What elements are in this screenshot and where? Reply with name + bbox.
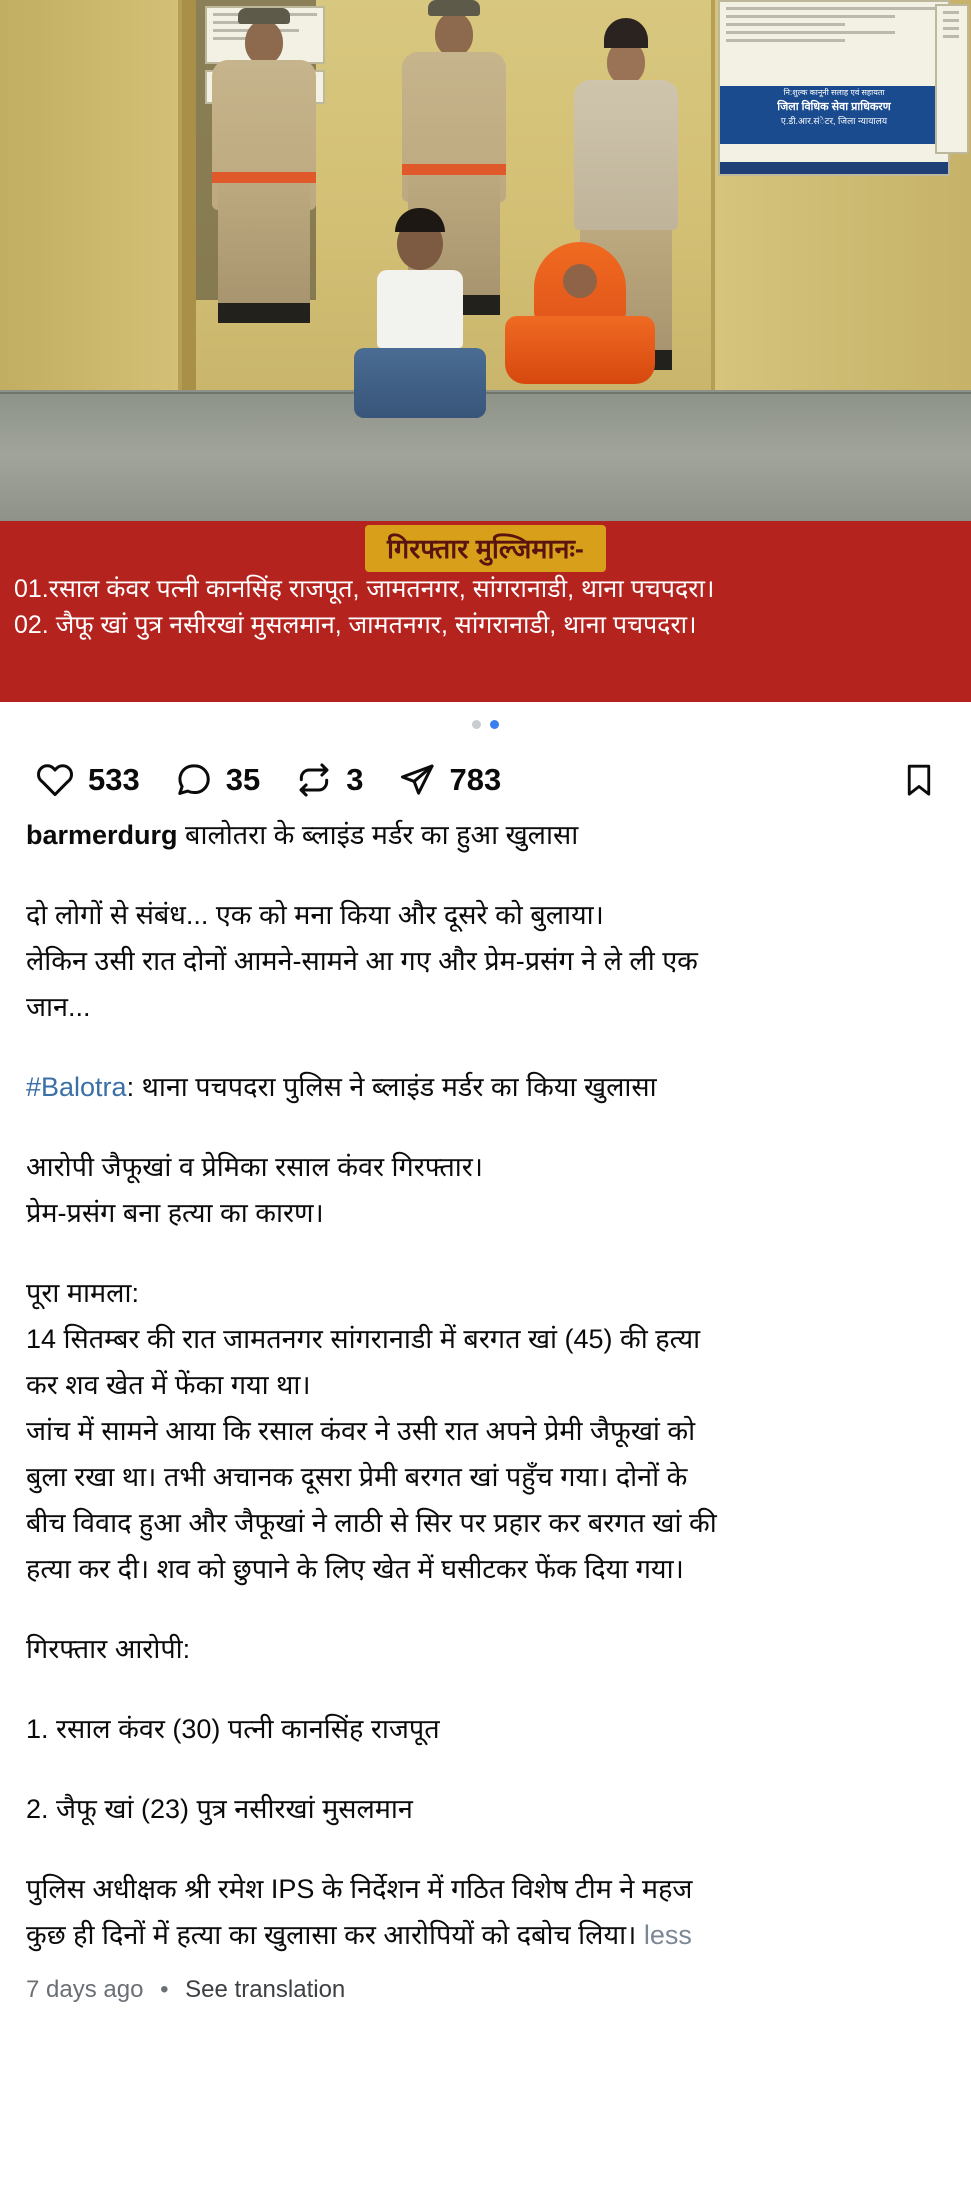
- save-action[interactable]: [901, 760, 937, 800]
- seated-woman-accused: [500, 242, 660, 402]
- banner-title-wrap: [0, 525, 971, 571]
- accused-hair: [395, 208, 445, 232]
- repost-count: 3: [346, 762, 364, 797]
- see-translation-link[interactable]: See translation: [185, 1976, 346, 2003]
- caption-gap-6: [26, 1672, 945, 1706]
- police-officer-left: [208, 8, 320, 323]
- caption-headline: बालोतरा के ब्लाइंड मर्डर का हुआ खुलासा: [177, 820, 579, 850]
- officer-head: [435, 12, 473, 56]
- hashtag-balotra[interactable]: #Balotra: [26, 1072, 127, 1102]
- caption-line-16: बीच विवाद हुआ और जैफूखां ने लाठी से सिर पर प्रहार कर बरगत खां की: [26, 1508, 717, 1538]
- accused-jeans: [354, 348, 486, 418]
- caption-line-6: [26, 1064, 945, 1110]
- comment-action[interactable]: [174, 761, 260, 799]
- officer-legs: [218, 183, 310, 303]
- officer-belt: [402, 164, 506, 175]
- officer-uniform: [574, 80, 678, 230]
- comment-count: 35: [225, 762, 261, 797]
- accused-face: [563, 264, 597, 298]
- caption-line-11: पूरा मामला:: [26, 1278, 139, 1308]
- less-link[interactable]: less: [636, 1920, 692, 1950]
- caption-line-8: आरोपी जैफूखां व प्रेमिका रसाल कंवर गिरफ्तार।: [26, 1152, 483, 1182]
- caption-line-0: [26, 812, 945, 858]
- like-count: 533: [88, 762, 140, 797]
- carousel-dots[interactable]: [0, 702, 971, 746]
- caption-line-23: 2. जैफू खां (23) पुत्र नसीरखां मुसलमान: [26, 1794, 413, 1824]
- meta-separator: •: [160, 1976, 169, 2003]
- officer-cap: [238, 8, 290, 24]
- floor: [0, 390, 971, 533]
- post-photo: [0, 0, 971, 533]
- post-timestamp: 7 days ago: [26, 1976, 144, 2003]
- caption-line-14: जांच में सामने आया कि रसाल कंवर ने उसी रात अपने प्रेमी जैफूखां को: [26, 1416, 696, 1446]
- image-caption-banner: [0, 521, 971, 702]
- caption-gap-2: [26, 1030, 945, 1064]
- caption-gap-3: [26, 1110, 945, 1144]
- like-action[interactable]: [34, 761, 140, 799]
- share-count: 783: [449, 762, 502, 797]
- officer-boots: [218, 303, 310, 323]
- caption-gap-5: [26, 1592, 945, 1626]
- caption-line-2: दो लोगों से संबंध... एक को मना किया और दूसरे को बुलाया।: [26, 900, 604, 930]
- carousel-dot-1[interactable]: [472, 720, 481, 729]
- wall-left-panel: [0, 0, 182, 390]
- caption-line-19: गिरफ्तार आरोपी:: [26, 1634, 191, 1664]
- legal-aid-poster: [718, 0, 950, 176]
- wall-notice-right: [935, 4, 969, 154]
- banner-line-2: 02. जैफू खां पुत्र नसीरखां मुसलमान, जामतनगर, सांगरानाडी, थाना पचपदरा।: [14, 611, 697, 639]
- poster-blue-band: [720, 86, 948, 144]
- bookmark-icon[interactable]: [901, 760, 937, 800]
- banner-title: गिरफ्तार मुल्जिमानः-: [365, 525, 606, 572]
- share-icon[interactable]: [397, 761, 437, 799]
- share-action[interactable]: [397, 761, 501, 799]
- accused-skirt: [505, 316, 655, 384]
- caption-gap-7: [26, 1752, 945, 1786]
- banner-line-1: 01.रसाल कंवर पत्नी कानसिंह राजपूत, जामतनगर, सांगरानाडी, थाना पचपदरा।: [14, 575, 715, 603]
- caption-line-26: [26, 1912, 945, 1958]
- post-meta: [0, 1958, 971, 2030]
- repost-icon[interactable]: [294, 761, 334, 799]
- caption-line-9: प्रेम-प्रसंग बना हत्या का कारण।: [26, 1198, 324, 1228]
- caption-gap-8: [26, 1832, 945, 1866]
- officer-cap: [428, 0, 480, 16]
- carousel-dot-2[interactable]: [490, 720, 499, 729]
- comment-icon[interactable]: [174, 761, 214, 799]
- poster-heading: नि:शुल्क कानूनी सलाह एवं सहायता: [783, 88, 885, 97]
- caption-line-17: हत्या कर दी। शव को छुपाने के लिए खेत में घसीटकर फेंक दिया गया।: [26, 1554, 684, 1584]
- caption-username[interactable]: barmerdurg: [26, 820, 178, 850]
- post-caption[interactable]: [0, 812, 971, 1958]
- caption-line-15: बुला रखा था। तभी अचानक दूसरा प्रेमी बरगत खां पहुँच गया। दोनों के: [26, 1462, 688, 1492]
- accused-vest: [377, 270, 463, 348]
- door-frame: [182, 0, 196, 390]
- caption-line-3: लेकिन उसी रात दोनों आमने-सामने आ गए और प्रेम-प्रसंग ने ले ली एक: [26, 946, 698, 976]
- caption-line-13: कर शव खेत में फेंका गया था।: [26, 1370, 311, 1400]
- caption-line-4: जान...: [26, 992, 91, 1022]
- caption-tail-text: कुछ ही दिनों में हत्या का खुलासा कर आरोपियों को दबोच लिया।: [26, 1920, 637, 1950]
- caption-line-6-text: : थाना पचपदरा पुलिस ने ब्लाइंड मर्डर का किया खुलासा: [126, 1072, 657, 1102]
- officer-belt: [212, 172, 316, 183]
- officer-head: [245, 20, 283, 64]
- post-action-bar: [0, 746, 971, 812]
- repost-action[interactable]: [294, 761, 363, 799]
- caption-line-25: पुलिस अधीक्षक श्री रमेश IPS के निर्देशन में गठित विशेष टीम ने महज: [26, 1874, 693, 1904]
- caption-gap-1: [26, 858, 945, 892]
- poster-sub1: जिला विधिक सेवा प्राधिकरण: [777, 101, 891, 113]
- seated-man-accused: [345, 208, 495, 398]
- caption-gap-4: [26, 1236, 945, 1270]
- post-media[interactable]: [0, 0, 971, 702]
- caption-line-12: 14 सितम्बर की रात जामतनगर सांगरानाडी में बरगत खां (45) की हत्या: [26, 1324, 701, 1354]
- officer-hair: [604, 18, 648, 48]
- heart-icon[interactable]: [34, 761, 76, 799]
- caption-line-21: 1. रसाल कंवर (30) पत्नी कानसिंह राजपूत: [26, 1714, 440, 1744]
- poster-footer: [720, 162, 948, 174]
- poster-sub2: ए.डी.आर.संेटर, जिला न्यायालय: [780, 116, 888, 126]
